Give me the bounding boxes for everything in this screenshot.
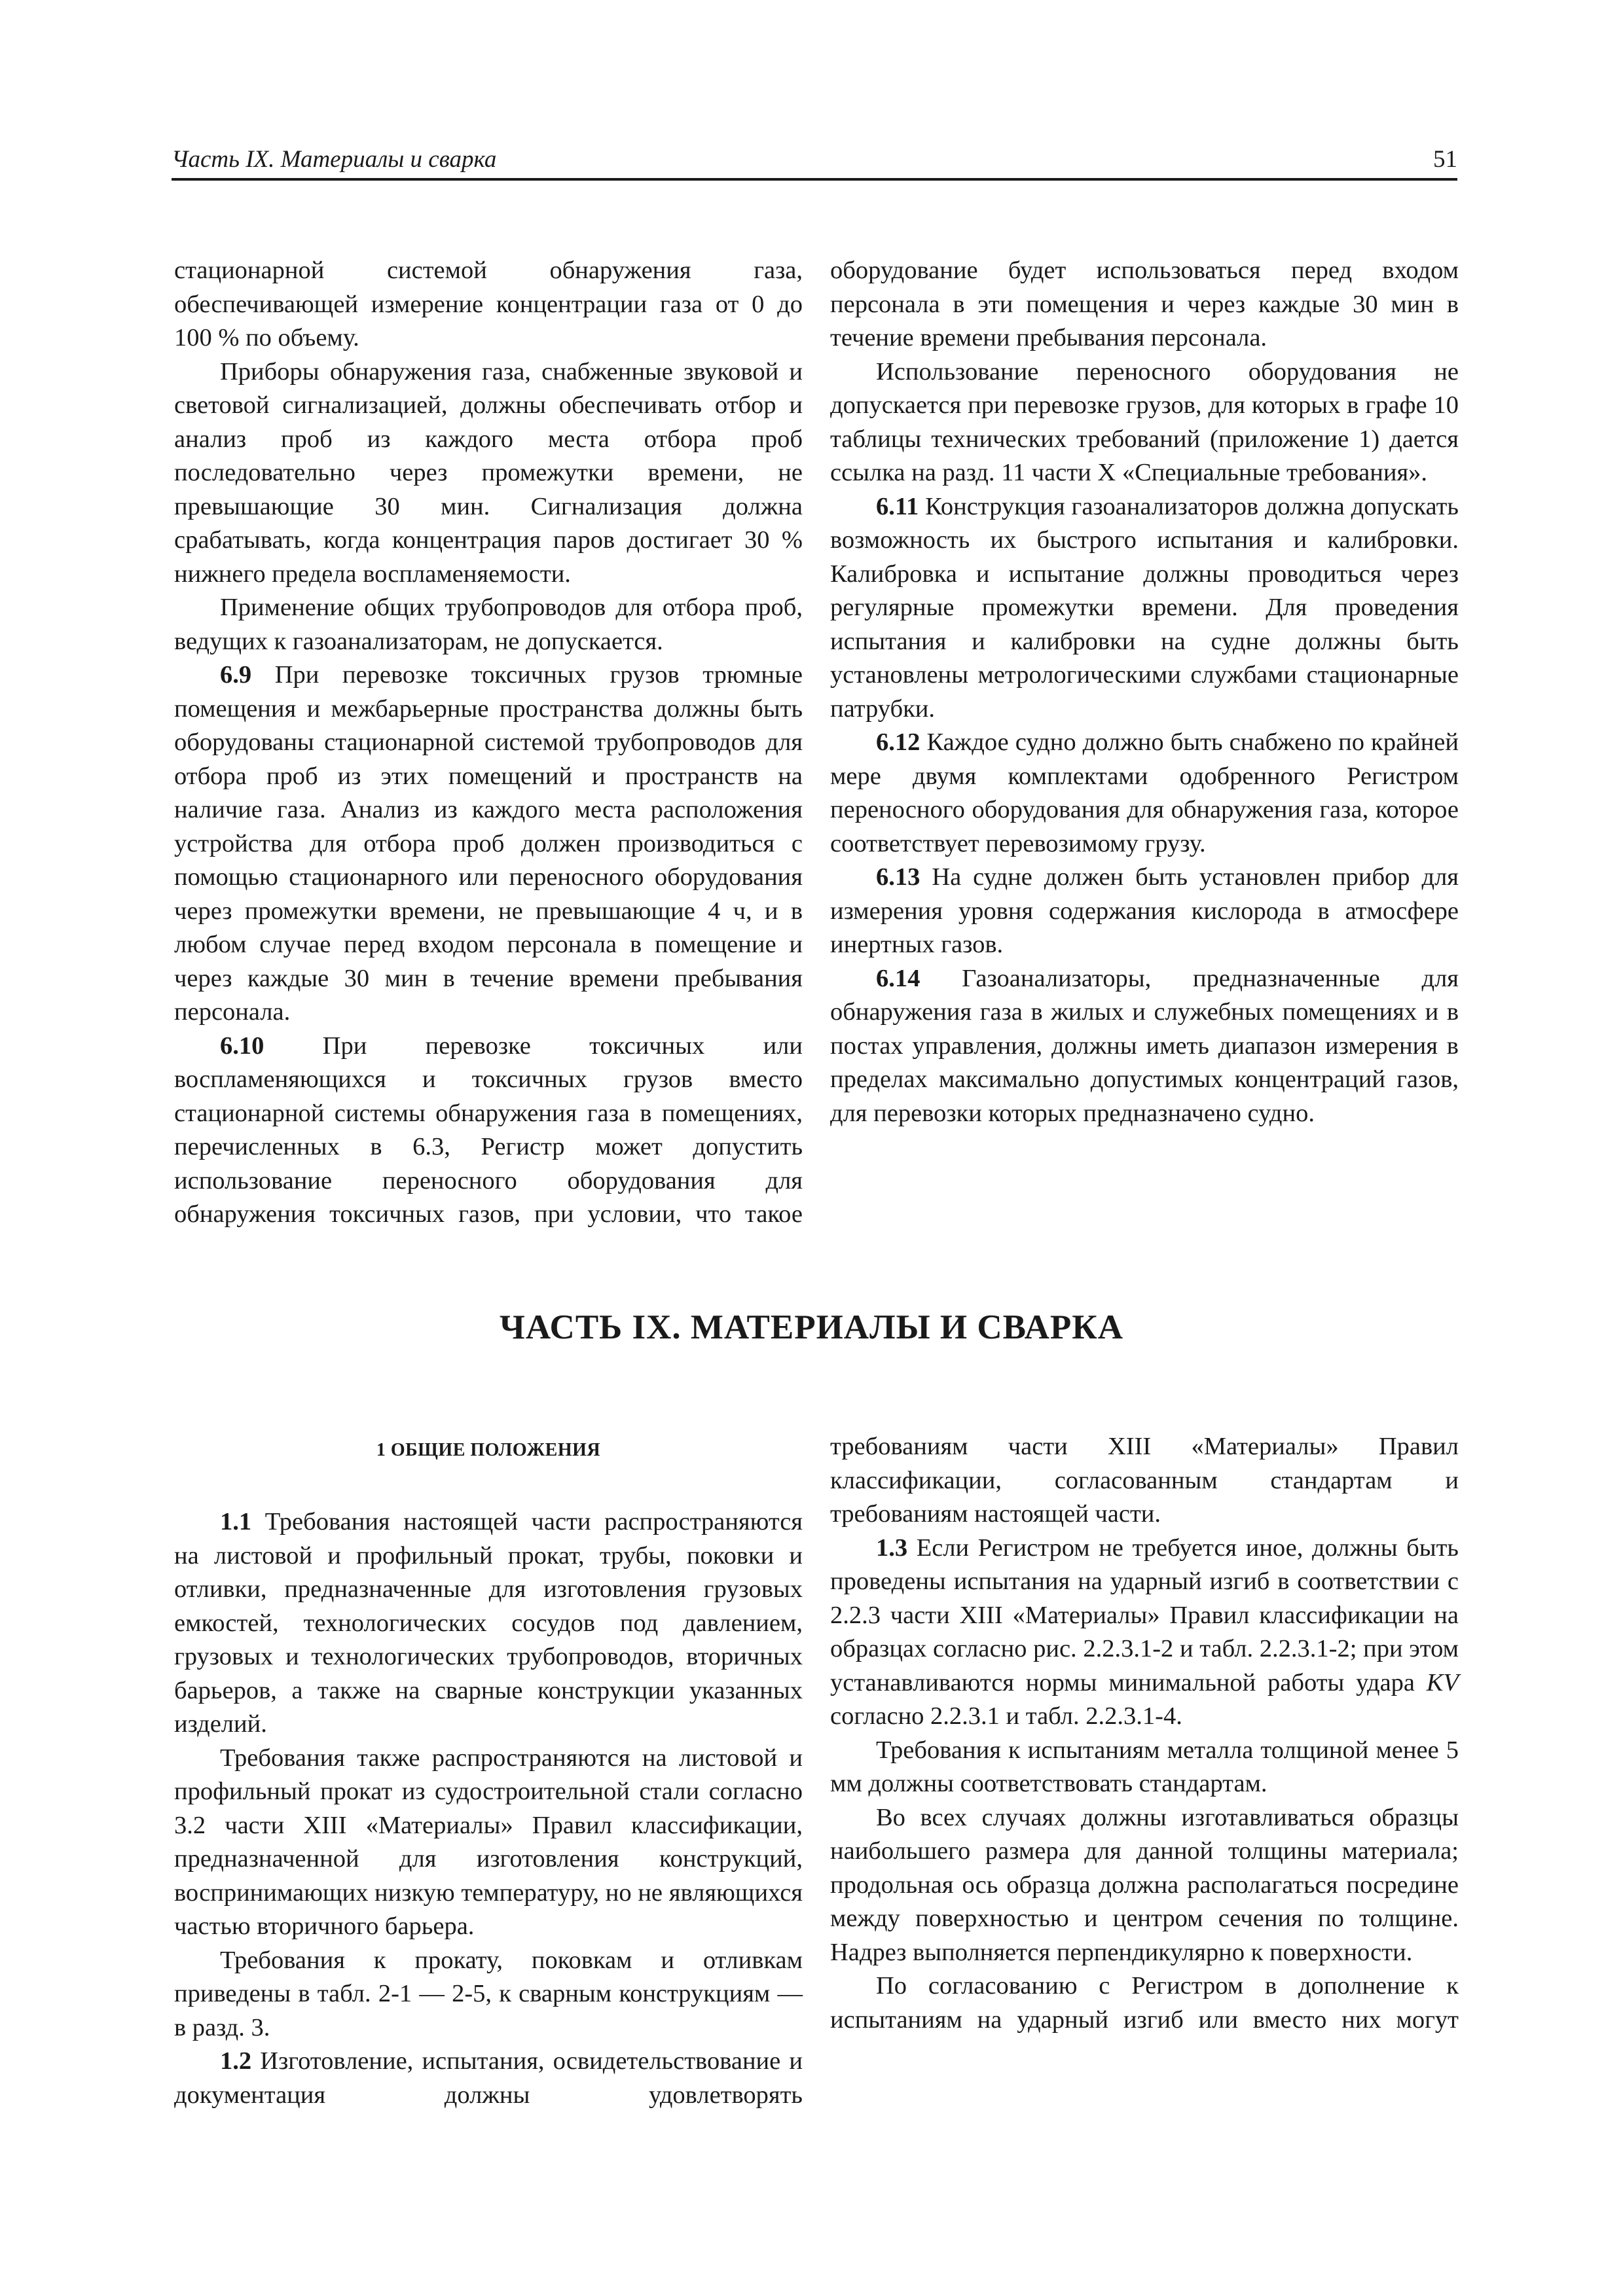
paragraph: Использование переносного оборудования не допускается при перевозке грузов, для которых в графе 10 таблицы технических требований (приложение 1) дается ссылка на разд. 11 части X «Специальные требования». (830, 357, 1459, 486)
section-heading: 1 ОБЩИЕ ПОЛОЖЕНИЯ (376, 1440, 601, 1460)
clause-number: 1.2 (220, 2047, 252, 2075)
paragraph-text: Газоанализаторы, предназначенные для обнаружения газа в жилых и служебных помещениях и в постах управления, должны иметь диапазон измерения в пределах максимально допустимых концентраций газов, для перевозки которых предназначено судно. (830, 964, 1459, 1127)
paragraph-1-3 (830, 1532, 1459, 1734)
clause-number: 6.14 (876, 964, 921, 992)
paragraph-text: Каждое судно должно быть снабжено по крайней мере двумя комплектами одобренного Регистром переносного оборудования для обнаружения газа, которое соответствует перевозимому грузу. (830, 728, 1459, 857)
top-right-column (830, 254, 1459, 1130)
paragraph-text: При перевозке токсичных грузов трюмные помещения и межбарьерные пространства должны быть оборудованы стационарной системой трубопроводов для отбора проб из этих помещений и пространств на наличие газа. Анализ из каждого места расположения устройства для отбора проб должен производиться с помощью стационарного или переносного оборудования через промежутки времени, не превышающие 4 ч, и в любом случае перед входом персонала в помещение и через каждые 30 мин в течение времени пребывания персонала. (174, 661, 803, 1026)
paragraph: Требования также распространяются на листовой и профильный прокат из судостроительной стали согласно 3.2 части XIII «Материалы» Правил классификации, предназначенной для изготовления конструкций, воспринимающих низкую температуру, но не являющихся частью вторичного барьера. (174, 1744, 803, 1940)
bottom-right-column (830, 1430, 1459, 2037)
paragraph-1-1 (174, 1505, 803, 1742)
paragraph: Требования к испытаниям металла толщиной менее 5 мм должны соответствовать стандартам. (830, 1736, 1459, 1797)
paragraph-6-9 (174, 658, 803, 1030)
paragraph: Требования к прокату, поковкам и отливкам приведены в табл. 2-1 — 2-5, к сварным конструкциям — в разд. 3. (174, 1946, 803, 2041)
clause-number: 1.3 (876, 1534, 908, 1562)
top-left-column (174, 254, 803, 1232)
paragraph: стационарной системой обнаружения газа, обеспечивающей измерение концентрации газа от 0 до 100 % по объему. (174, 257, 803, 351)
paragraph: Применение общих трубопроводов для отбора проб, ведущих к газоанализаторам, не допускается. (174, 594, 803, 655)
clause-number: 6.9 (220, 661, 252, 689)
paragraph-text: При перевозке токсичных или воспламеняющихся и токсичных грузов вместо стационарной системы обнаружения газа в помещениях, перечисленных в 6.3, Регистр может допустить использование переносного оборудования для обнаружения токсичных газов, при условии, что такое (174, 1031, 803, 1228)
paragraph-text: Если Регистром не требуется иное, должны быть проведены испытания на ударный изгиб в соответствии с 2.2.3 части XIII «Материалы» Правил классификации на образцах согласно рис. 2.2.3.1-2 и табл. 2.2.3.1-2; при этом устанавливаются нормы минимальной работы удара (830, 1534, 1459, 1696)
clause-number: 6.12 (876, 728, 921, 756)
paragraph-text: Конструкция газоанализаторов должна допускать возможность их быстрого испытания и калибровки. Калибровка и испытание должны проводиться через регулярные промежутки времени. Для проведения испытания и калибровки на судне должны быть установлены метрологическими службами стационарные патрубки. (830, 492, 1459, 723)
paragraph: Приборы обнаружения газа, снабженные звуковой и световой сигнализацией, должны обеспечивать отбор и анализ проб из каждого места отбора проб последовательно через промежутки времени, не превышающие 30 мин. Сигнализация должна срабатывать, когда концентрация паров достигает 30 % нижнего предела воспламеняемости. (174, 357, 803, 588)
paragraph: оборудование будет использоваться перед входом персонала в эти помещения и через каждые 30 мин в течение времени пребывания персонала. (830, 257, 1459, 351)
paragraph-6-11 (830, 490, 1459, 726)
paragraph-text: Изготовление, испытания, освидетельствование и документация должны удовлетворять (174, 2047, 803, 2109)
paragraph-1-2 (174, 2045, 803, 2112)
paragraph: По согласованию с Регистром в дополнение к испытаниям на ударный изгиб или вместо них могут (830, 1972, 1459, 2034)
clause-number: 6.13 (876, 863, 921, 891)
clause-number: 1.1 (220, 1508, 252, 1535)
part-title: ЧАСТЬ IX. МАТЕРИАЛЫ И СВАРКА (500, 1308, 1123, 1346)
paragraph-6-14 (830, 962, 1459, 1131)
clause-number: 6.11 (876, 492, 919, 520)
paragraph-text: На судне должен быть установлен прибор для измерения уровня содержания кислорода в атмосфере инертных газов. (830, 863, 1459, 958)
page-number: 51 (1433, 146, 1457, 173)
clause-number: 6.10 (220, 1031, 264, 1060)
paragraph: требованиям части XIII «Материалы» Правил классификации, согласованным стандартам и требованиям настоящей части. (830, 1433, 1459, 1528)
kv-symbol: KV (1426, 1668, 1459, 1696)
paragraph-6-10 (174, 1030, 803, 1232)
header-title: Часть IX. Материалы и сварка (172, 146, 497, 173)
paragraph: Во всех случаях должны изготавливаться образцы наибольшего размера для данной толщины материала; продольная ось образца должна располагаться посредине между поверхностью и центром сечения по толщине. Надрез выполняется перпендикулярно к поверхности. (830, 1803, 1459, 1966)
paragraph-6-13 (830, 861, 1459, 962)
bottom-left-column (174, 1505, 803, 2112)
paragraph-6-12 (830, 726, 1459, 861)
running-header (172, 145, 1457, 181)
paragraph-text: Требования настоящей части распространяются на листовой и профильный прокат, трубы, поковки и отливки, предназначенные для изготовления грузовых емкостей, технологических сосудов под давлением, грузовых и технологических трубопроводов, вторичных барьеров, а также на сварные конструкции указанных изделий. (174, 1508, 803, 1738)
paragraph-text: согласно 2.2.3.1 и табл. 2.2.3.1-4. (830, 1702, 1182, 1730)
